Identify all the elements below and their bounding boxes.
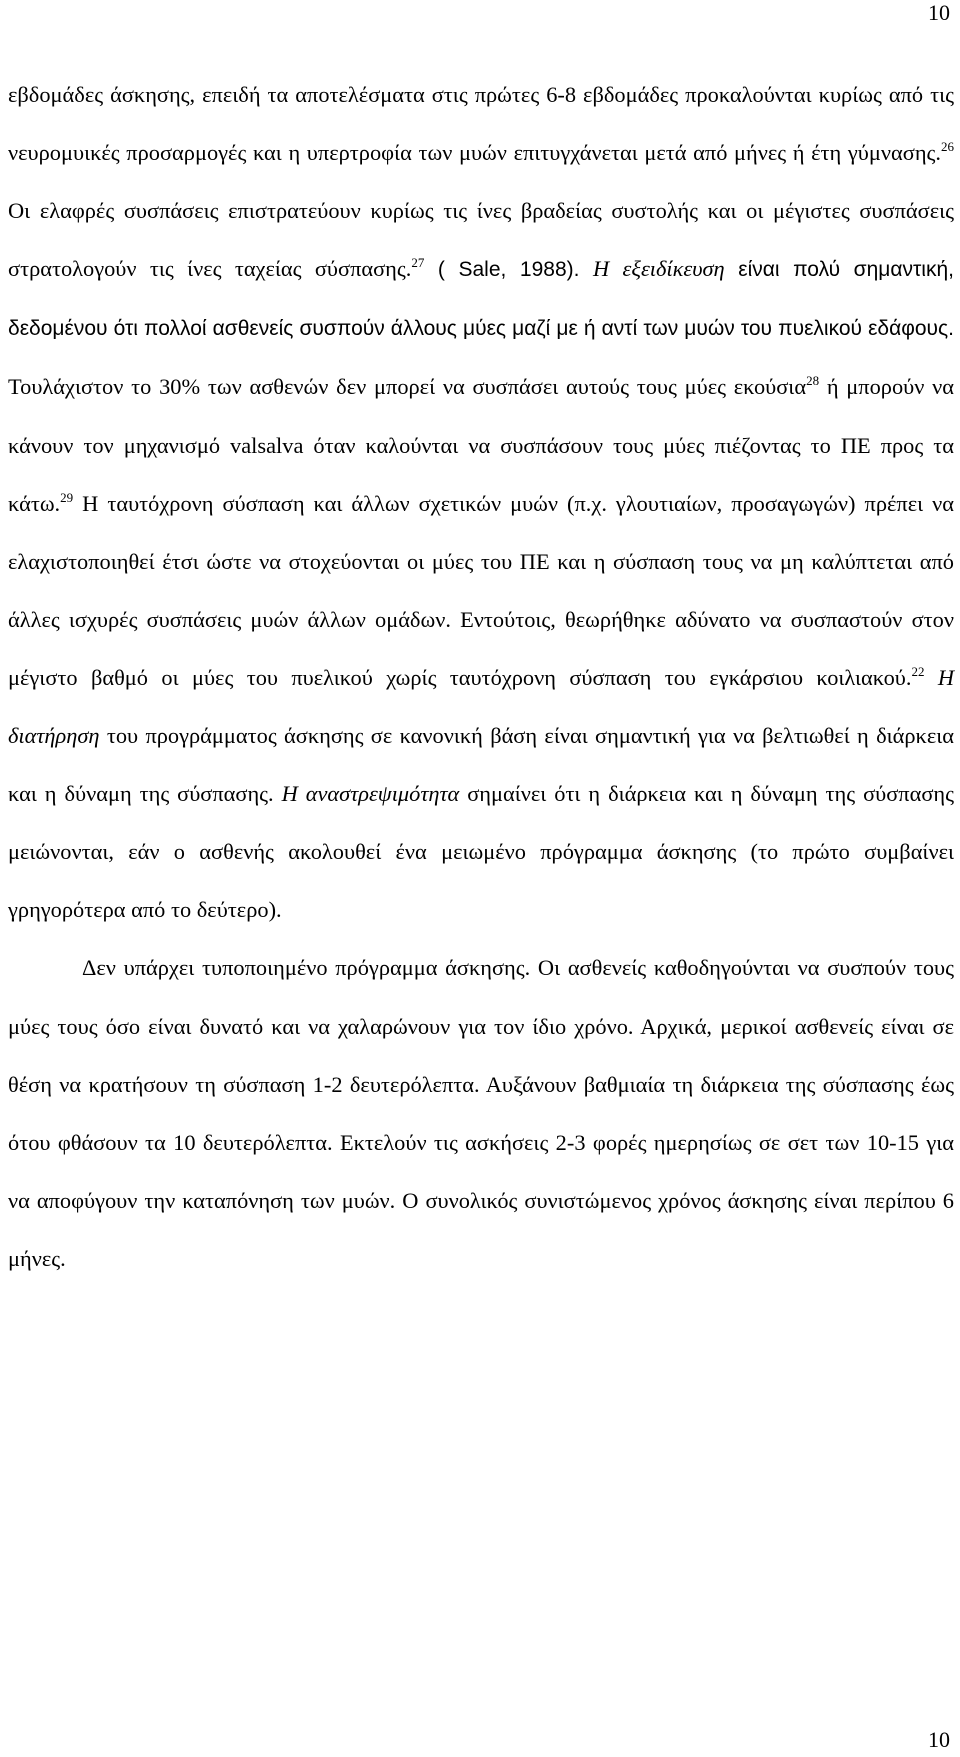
page-number-top: 10 [928,0,950,25]
text-run: σημαίνει ότι η διάρκεια και η δύναμη της σύσπασης μειώνονται, εάν ο ασθενής ακολουθεί ένα μειωμένο πρόγραμμα άσκησης (το πρώτο συμβαίνει γρηγορότερα από το δεύτερο). [8,781,954,923]
footnote-ref: 26 [941,139,954,155]
footnote-ref: 28 [806,373,820,389]
page-number-bottom: 10 [928,1727,950,1752]
footnote-ref: 29 [60,489,74,505]
footnote-ref: 22 [911,663,925,679]
paragraph-2: Δεν υπάρχει τυποποιημένο πρόγραμμα άσκησης. Οι ασθενείς καθοδηγούνται να συσπούν τους μύες τους όσο είναι δυνατό και να χαλαρώνουν για τον ίδιο χρόνο. Αρχικά, μερικοί ασθενείς είναι σε θέση να κρατήσουν τη σύσπαση 1-2 δευτερόλεπτα. Αυξάνουν βαθμιαία τη διάρκεια της σύσπασης έως ότου φθάσουν τα 10 δευτερόλεπτα. Εκτελούν τις ασκήσεις 2-3 φορές ημερησίως σε σετ των 10-15 για να αποφύγουν την καταπόνηση των μυών. Ο συνολικός συνιστώμενος χρόνος άσκησης είναι περίπου 6 μήνες. [8,955,954,1271]
emphasis-term: Η εξειδίκευση [593,256,725,282]
text-run: Η ταυτόχρονη σύσπαση και άλλων σχετικών μυών (π.χ. γλουτιαίων, προσαγωγών) πρέπει να ελαχιστοποιηθεί έτσι ώστε να στοχεύονται οι μύες του ΠΕ και η σύσπαση τους να μη καλύπτεται από άλλες ισχυρές συσπάσεις μυών άλλων ομάδων. Εντούτοις, θεωρήθηκε αδύνατο να συσπαστούν στον μέγιστο βαθμό οι μύες του πυελικού χωρίς ταυτόχρονη σύσπαση του εγκάρσιου κοιλιακού. [8,490,954,690]
text-run: εβδομάδες άσκησης, επειδή τα αποτελέσματα στις πρώτες 6-8 εβδομάδες προκαλούνται κυρίως από τις νευρομυικές προσαρμογές και η υπερτροφία των μυών επιτυγχάνεται μετά από μήνες ή έτη γύμνασης. [8,82,954,166]
text-run: είναι πολύ σημαντική, δεδομένου ότι πολλοί ασθενείς συσπούν άλλους μύες μαζί με ή αντί των μυών του πυελικού εδάφους. [8,258,954,341]
text-run: Οι ελαφρές συσπάσεις επιστρατεύουν κυρίως τις ίνες βραδείας συστολής και οι μέγιστες συσπάσεις στρατολογούν τις ίνες ταχείας σύσπασης. [8,198,954,282]
text-run: Τουλάχιστον το 30% των ασθενών δεν μπορεί να συσπάσει αυτούς τους μύες εκούσια [8,374,807,400]
citation: ( Sale, 1988). [424,258,594,282]
emphasis-term: Η αναστρεψιμότητα [281,781,460,807]
emphasis-term: Η διατήρηση [8,664,954,749]
text-run: του προγράμματος άσκησης σε κανονική βάση είναι σημαντική για να βελτιωθεί η διάρκεια και η δύναμη της σύσπασης. [8,723,954,807]
body-text [8,66,954,1288]
text-run: ή μπορούν να κάνουν τον μηχανισμό valsalva όταν καλούνται να συσπάσουν τους μύες πιέζοντας το ΠΕ προς τα κάτω. [8,374,954,516]
footnote-ref: 27 [411,255,425,271]
paragraph-1 [8,66,954,939]
text-run [924,665,937,690]
